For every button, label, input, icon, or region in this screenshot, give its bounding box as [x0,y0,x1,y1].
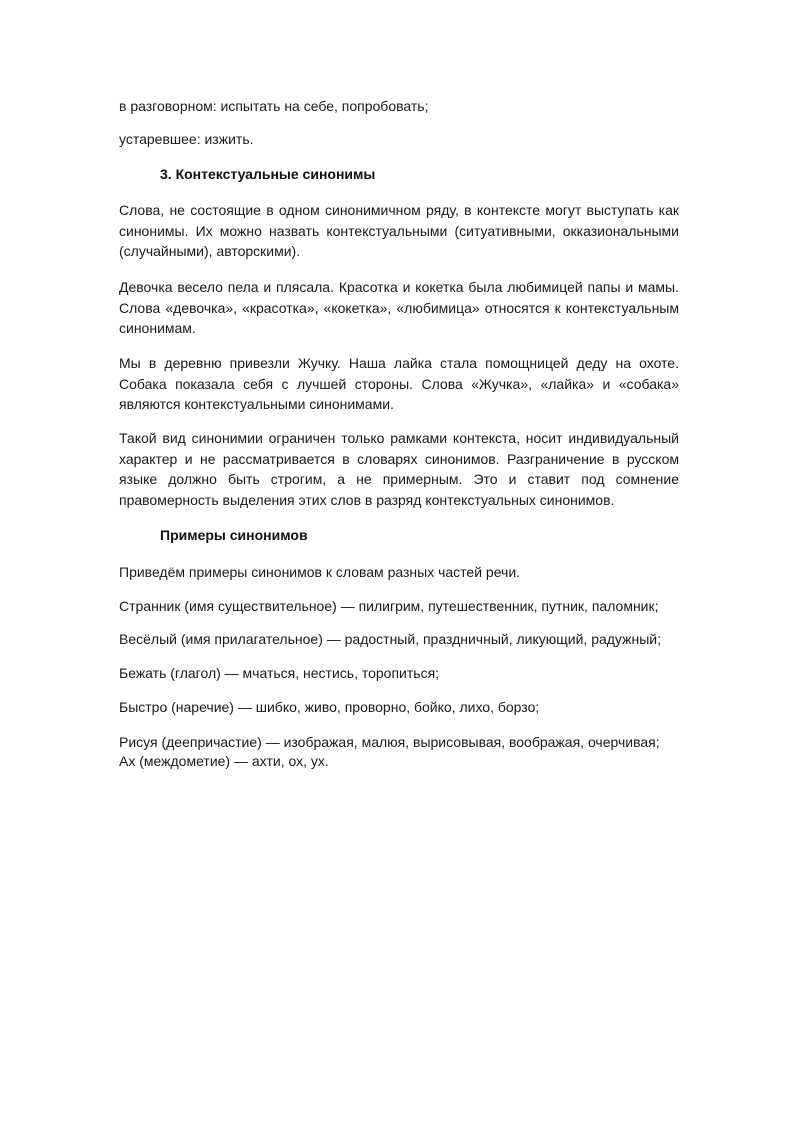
section-heading-synonym-examples: Примеры синонимов [160,527,308,543]
text-line: в разговорном: испытать на себе, попробовать; [119,98,429,114]
example-line: Весёлый (имя прилагательное) — радостный, праздничный, ликующий, радужный; [119,631,661,647]
example-line: Быстро (наречие) — шибко, живо, проворно, бойко, лихо, борзо; [119,699,540,715]
text-line: устаревшее: изжить. [119,131,254,147]
paragraph: Мы в деревню привезли Жучку. Наша лайка стала помощницей деду на охоте. Собака показала себя с лучшей стороны. Слова «Жучка», «лайка» и «собака» являются контекстуальными синонимами. [119,355,679,412]
example-line: Рисуя (деепричастие) — изображая, малюя, вырисовывая, воображая, очерчивая; [119,734,660,750]
paragraph: Слова, не состоящие в одном синонимичном ряду, в контексте могут выступать как синонимы. Их можно назвать контекстуальными (ситуативными, окказиональными (случайными), авторскими). [119,202,679,259]
paragraph: Девочка весело пела и плясала. Красотка и кокетка была любимицей папы и мамы. Слова «девочка», «красотка», «кокетка», «любимица» относятся к контекстуальным синонимам. [119,279,679,336]
section-heading-contextual-synonyms: 3. Контекстуальные синонимы [160,166,376,182]
example-line: Бежать (глагол) — мчаться, нестись, торопиться; [119,665,440,681]
paragraph: Такой вид синонимии ограничен только рамками контекста, носит индивидуальный характер и не рассматривается в словарях синонимов. Разграничение в русском языке должно быть строгим, а не примерным. Это и ставит под сомнение правомерность выделения этих слов в разряд контекстуальных синонимов. [119,430,679,508]
examples-intro: Приведём примеры синонимов к словам разных частей речи. [119,564,521,580]
example-line: Странник (имя существительное) — пилигрим, путешественник, путник, паломник; [119,598,659,614]
example-line: Ах (междометие) — ахти, ох, ух. [119,753,329,769]
